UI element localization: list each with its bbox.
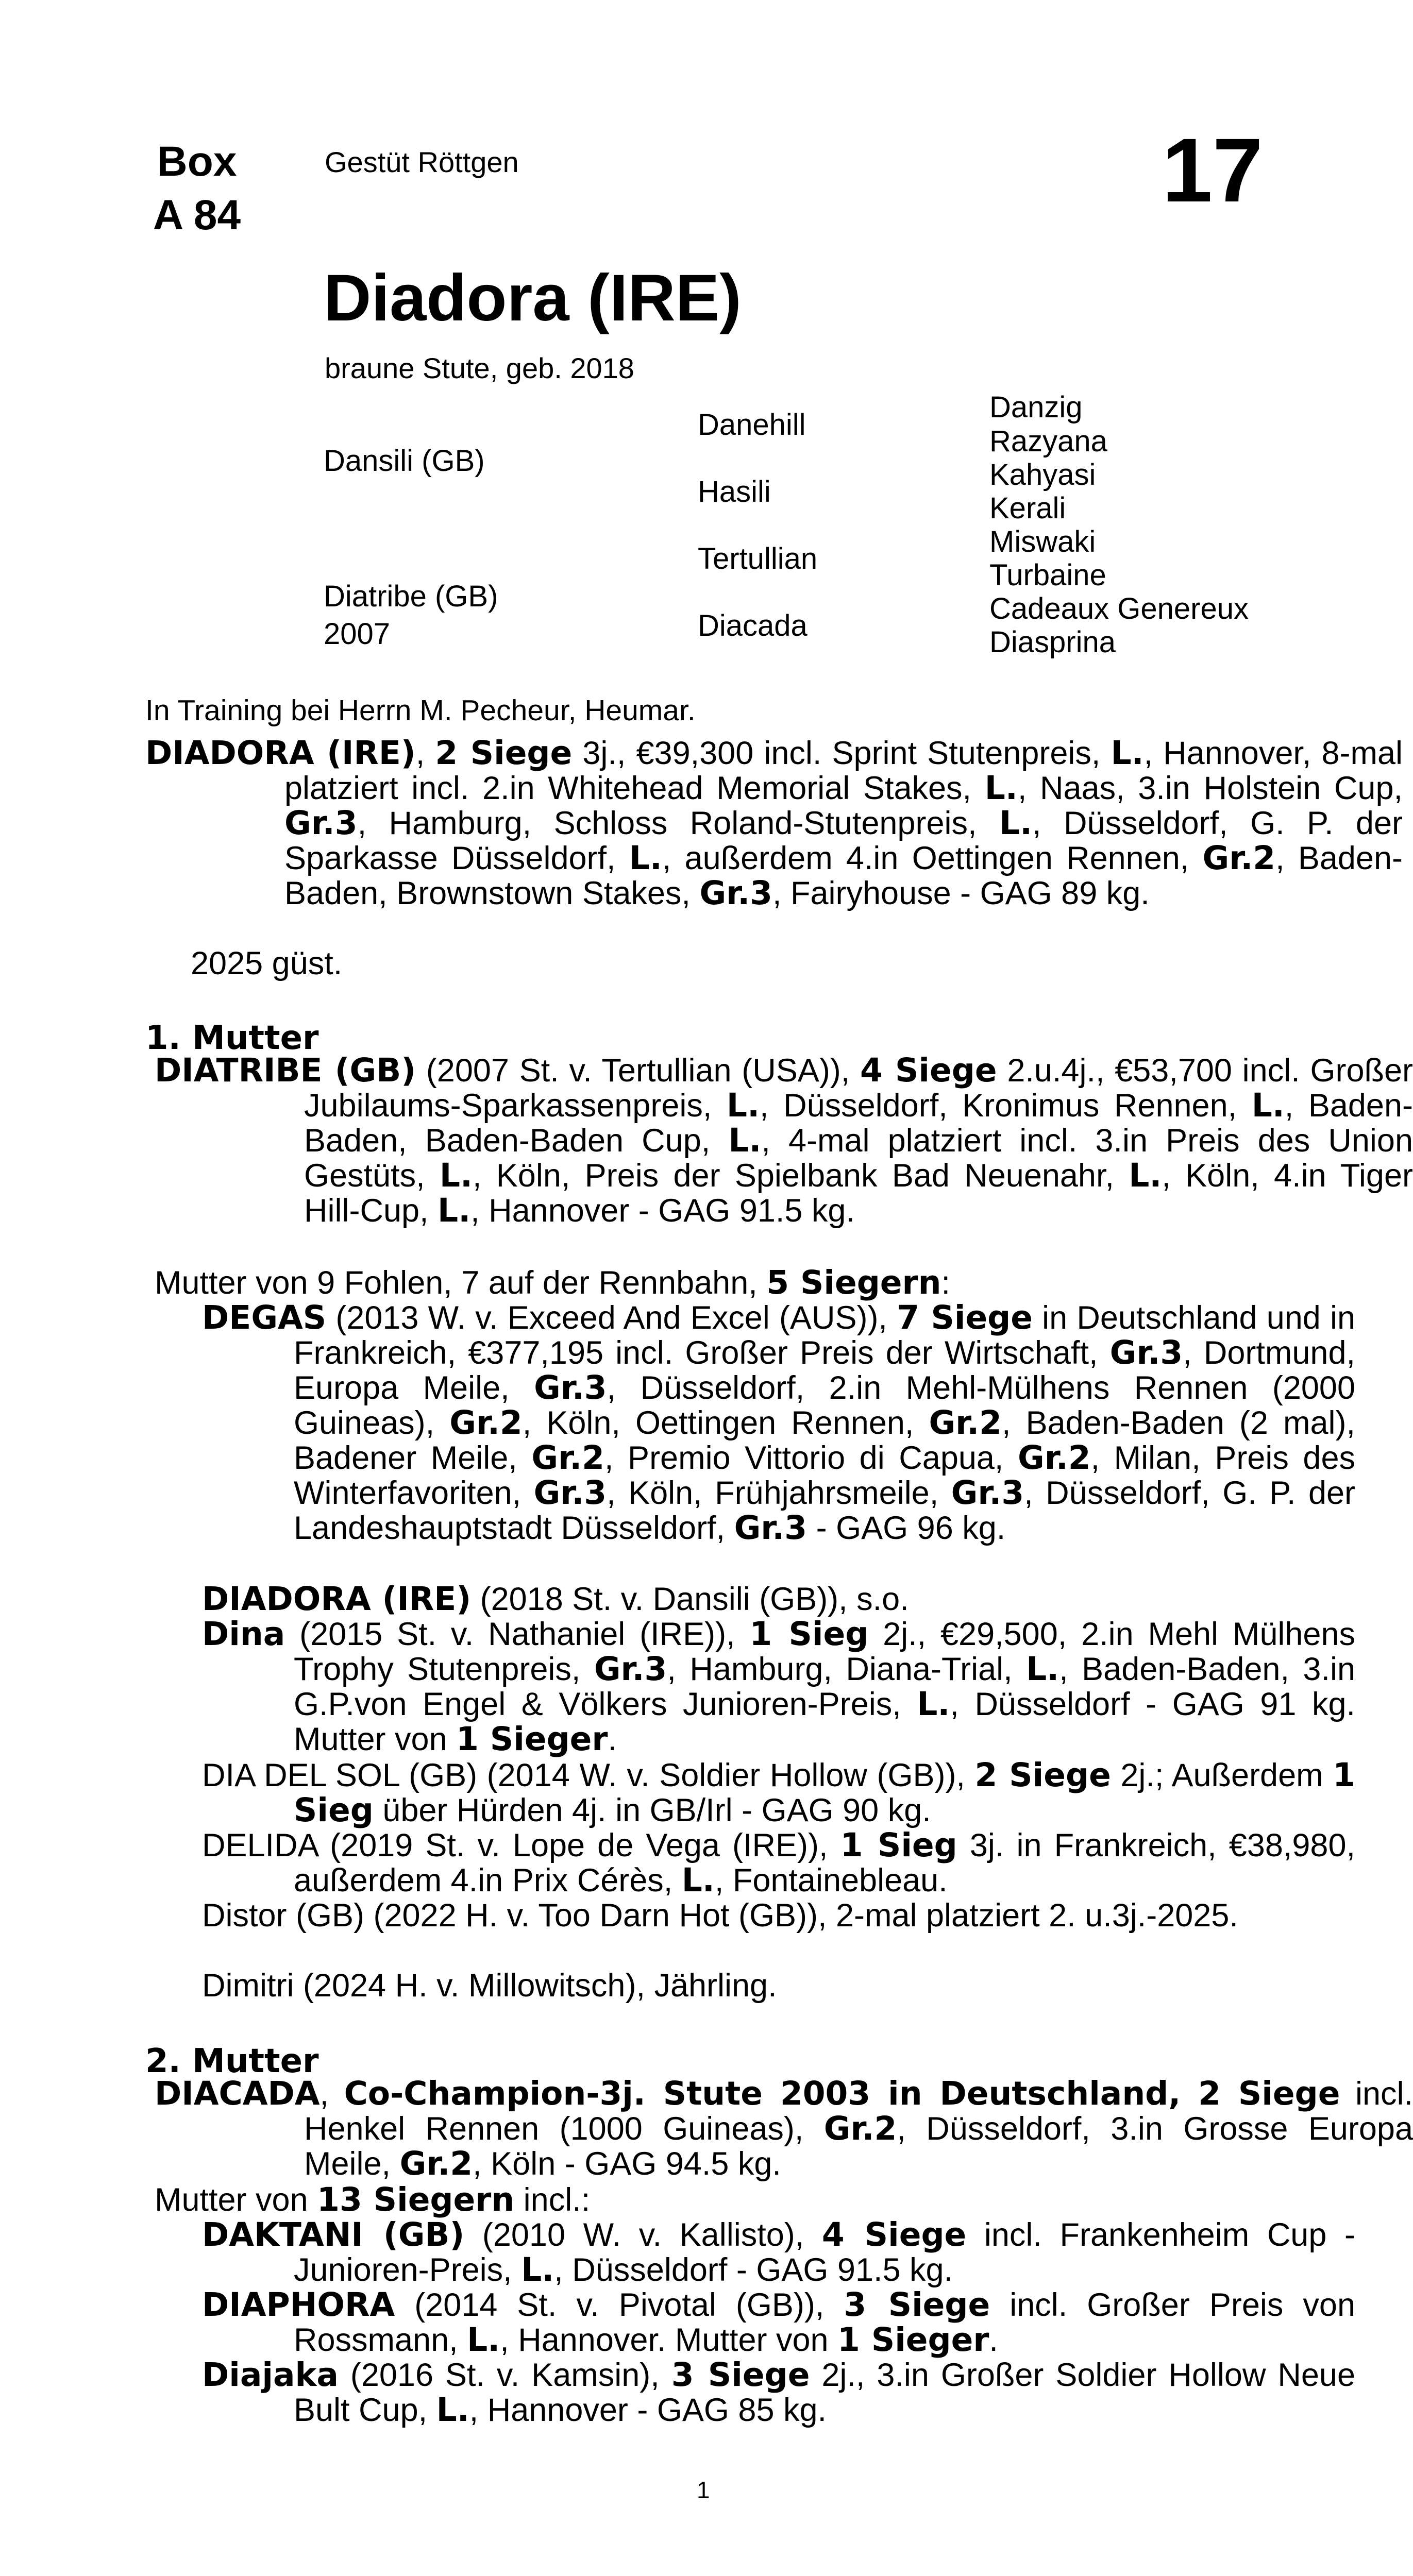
dam2-heading: 2. Mutter [145, 2042, 319, 2080]
box-label [135, 135, 259, 242]
pedigree-g3: Kahyasi [989, 458, 1096, 492]
dam2-foals: Mutter von 13 Siegern incl.: [155, 2181, 591, 2218]
pedigree-dam: Diatribe (GB) [324, 580, 498, 613]
dam1-foals: Mutter von 9 Fohlen, 7 auf der Rennbahn, 5 Siegern: [155, 1264, 950, 1301]
page-number: 1 [697, 2477, 710, 2503]
lot-number: 17 [1162, 120, 1263, 221]
pedigree-sire-dam: Hasili [698, 475, 771, 509]
stud-name: Gestüt Röttgen [325, 146, 519, 178]
pedigree-sire-sire: Danehill [698, 408, 806, 442]
offspring-dina: Dina (2015 St. v. Nathaniel (IRE)), 1 Sieg 2j., €29,500, 2.in Mehl Mülhens Trophy Stutenpreis, Gr.3, Hamburg, Diana-Trial, L., Baden-Baden, 3.in G.P.von Engel & Völkers Junioren-Preis, L., Düsseldorf - GAG 91 kg. Mutter von 1 Sieger. [202, 1615, 1356, 1758]
pedigree-dam-dam: Diacada [698, 609, 808, 642]
pedigree-dam-year: 2007 [324, 617, 391, 651]
horse-record-name: DIADORA (IRE) [145, 734, 416, 772]
breeding-status: 2025 güst. [191, 945, 343, 981]
pedigree-g3: Diasprina [989, 625, 1116, 659]
dam1-heading: 1. Mutter [145, 1019, 319, 1057]
pedigree-g3: Cadeaux Genereux [989, 592, 1249, 625]
pedigree-g3: Turbaine [989, 558, 1106, 592]
offspring-dia-del-sol: DIA DEL SOL (GB) (2014 W. v. Soldier Hollow (GB)), 2 Siege 2j.; Außerdem 1 Sieg über Hürden 4j. in GB/Irl - GAG 90 kg. [202, 1756, 1355, 1829]
horse-description: braune Stute, geb. 2018 [325, 352, 634, 384]
pedigree-g3: Kerali [989, 492, 1066, 525]
offspring-daktani: DAKTANI (GB) (2010 W. v. Kallisto), 4 Siege incl. Frankenheim Cup - Junioren-Preis, L., Düsseldorf - GAG 91.5 kg. [202, 2216, 1355, 2289]
page-title: Diadora (IRE) [324, 261, 742, 335]
offspring-diaphora: DIAPHORA (2014 St. v. Pivotal (GB)), 3 Siege incl. Großer Preis von Rossmann, L., Hannover. Mutter von 1 Sieger. [202, 2286, 1355, 2359]
offspring-diajaka: Diajaka (2016 St. v. Kamsin), 3 Siege 2j., 3.in Großer Soldier Hollow Neue Bult Cup, L., Hannover - GAG 85 kg. [202, 2356, 1355, 2429]
offspring-distor: Distor (GB) (2022 H. v. Too Darn Hot (GB)), 2-mal platziert 2. u.3j.-2025. [202, 1897, 1238, 1934]
offspring-degas: DEGAS (2013 W. v. Exceed And Excel (AUS)), 7 Siege in Deutschland und in Frankreich, €377,195 incl. Großer Preis der Wirtschaft, Gr.3, Dortmund, Europa Meile, Gr.3, Düsseldorf, 2.in Mehl-Mülhens Rennen (2000 Guineas), Gr.2, Köln, Oettingen Rennen, Gr.2, Baden-Baden (2 mal), Badener Meile, Gr.2, Premio Vittorio di Capua, Gr.2, Milan, Preis des Winterfavoriten, Gr.3, Köln, Frühjahrsmeile, Gr.3, Düsseldorf, G. P. der Landeshauptstadt Düsseldorf, Gr.3 - GAG 96 kg. [202, 1299, 1355, 1547]
offspring-diadora: DIADORA (IRE) (2018 St. v. Dansili (GB)), s.o. [202, 1580, 909, 1618]
offspring-dimitri: Dimitri (2024 H. v. Millowitsch), Jährling. [202, 1968, 777, 2004]
box-label-line2: A 84 [153, 192, 241, 239]
pedigree-sire: Dansili (GB) [324, 444, 485, 478]
offspring-delida: DELIDA (2019 St. v. Lope de Vega (IRE)), 1 Sieg 3j. in Frankreich, €38,980, außerdem 4.in Prix Cérès, L., Fontainebleau. [202, 1826, 1355, 1899]
main-record: DIADORA (IRE), 2 Siege 3j., €39,300 incl. Sprint Stutenpreis, L., Hannover, 8-mal platziert incl. 2.in Whitehead Memorial Stakes, L., Naas, 3.in Holstein Cup, Gr.3, Hamburg, Schloss Roland-Stutenpreis, L., Düsseldorf, G. P. der Sparkasse Düsseldorf, L., außerdem 4.in Oettingen Rennen, Gr.2, Baden-Baden, Brownstown Stakes, Gr.3, Fairyhouse - GAG 89 kg. [145, 734, 1403, 912]
dam1-record: DIATRIBE (GB) (2007 St. v. Tertullian (USA)), 4 Siege 2.u.4j., €53,700 incl. Großer Jubilaums-Sparkassenpreis, L., Düsseldorf, Kronimus Rennen, L., Baden-Baden, Baden-Baden Cup, L., 4-mal platziert incl. 3.in Preis des Union Gestüts, L., Köln, Preis der Spielbank Bad Neuenahr, L., Köln, 4.in Tiger Hill-Cup, L., Hannover - GAG 91.5 kg. [155, 1052, 1413, 1229]
pedigree-dam-sire: Tertullian [698, 542, 818, 575]
dam2-record: DIACADA, Co-Champion-3j. Stute 2003 in Deutschland, 2 Siege incl. Henkel Rennen (1000 Guineas), Gr.2, Düsseldorf, 3.in Grosse Europa Meile, Gr.2, Köln - GAG 94.5 kg. [155, 2075, 1413, 2182]
training-info: In Training bei Herrn M. Pecheur, Heumar. [145, 694, 696, 727]
pedigree-g3: Danzig [989, 391, 1083, 424]
box-label-line1: Box [157, 138, 237, 185]
pedigree-g3: Razyana [989, 425, 1107, 458]
pedigree-g3: Miswaki [989, 525, 1096, 558]
